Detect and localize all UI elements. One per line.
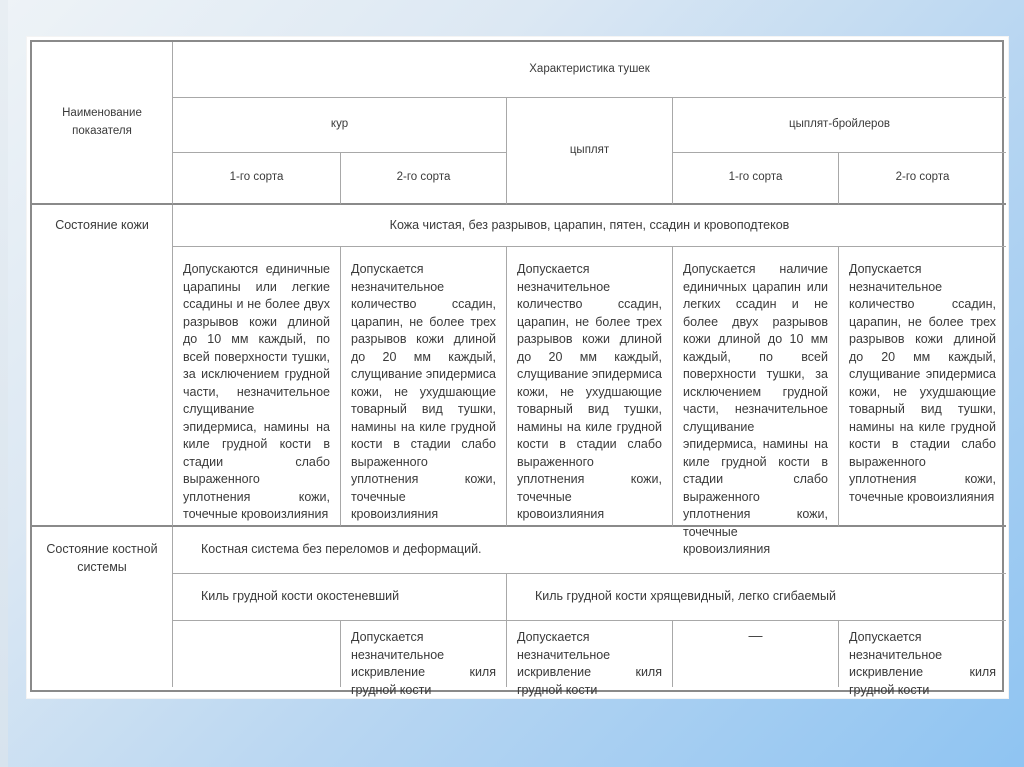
skin-common-requirement: Кожа чистая, без разрывов, царапин, пятен, ссадин и кровоподтеков xyxy=(173,205,1006,247)
broilers-grade2-header: 2-го сорта xyxy=(839,153,1006,205)
skin-young-chickens: Допускается незначительное количество ссадин, царапин, не более трех разрывов кожи длиной до 20 мм каждый, слущивание эпидермиса кожи, не ухудшающие товарный вид тушки, намины на киле грудной кости в стадии слабо выраженного уплотнения кожи, точечные кровоизлияния xyxy=(507,247,673,527)
bones-broilers-grade2: Допускается незначительное искривление киля грудной кости xyxy=(849,630,996,697)
bones-common-requirement: Костная система без переломов и деформаций. xyxy=(173,527,1006,574)
bone-condition-label: Состояние костной системы xyxy=(32,527,173,687)
skin-broilers-grade2: Допускается незначительное количество ссадин, царапин, не более трех разрывов кожи длиной до 20 мм каждый, слущивание эпидермиса кожи, не ухудшающие товарный вид тушки, намины на киле грудной кости в стадии слабо выраженного уплотнения кожи, точечные кровоизлияния xyxy=(839,247,1006,527)
skin-broilers-grade1: Допускается наличие единичных царапин или легких ссадин и не более двух разрывов кожи длиной до 10 мм каждый, по всей поверхности тушки, за исключением грудной части, незначительное слущивание эпидермиса, намины на киле грудной кости в стадии слабо выраженного уплотнения кожи, точечные кровоизлияния xyxy=(673,247,839,527)
bones-chickens-grade1 xyxy=(173,621,341,687)
chickens-header: кур xyxy=(173,98,507,153)
skin-chickens-grade1: Допускаются единичные царапины или легкие ссадины и не более двух разрывов кожи длиной до 10 мм каждый, по всей поверхности тушки, за исключением грудной части, незначительное слущивание эпидермиса, намины на киле грудной кости в стадии слабо выраженного уплотнения кожи, точечные кровоизлияния xyxy=(173,247,341,527)
keel-cartilage: Киль грудной кости хрящевидный, легко сгибаемый xyxy=(507,574,1006,621)
young-chickens-header: цыплят xyxy=(507,98,673,205)
chickens-grade1-header: 1-го сорта xyxy=(173,153,341,205)
indicator-name-header: Наименование показателя xyxy=(32,42,173,205)
keel-ossified: Киль грудной кости окостеневший xyxy=(173,574,507,621)
chickens-grade2-header: 2-го сорта xyxy=(341,153,507,205)
slide-left-strip xyxy=(0,0,8,767)
bones-chickens-grade2: Допускается незначительное искривление киля грудной кости xyxy=(341,621,507,687)
broilers-header: цыплят-бройлеров xyxy=(673,98,1006,153)
bones-young-chickens: Допускается незначительное искривление киля грудной кости xyxy=(507,621,673,687)
bones-broilers-grade1: — xyxy=(673,621,839,687)
broilers-grade1-header: 1-го сорта xyxy=(673,153,839,205)
skin-chickens-grade2: Допускается незначительное количество ссадин, царапин, не более трех разрывов кожи длиной до 20 мм каждый, слущивание эпидермиса кожи, не ухудшающие товарный вид тушки, намины на киле грудной кости в стадии слабо выраженного уплотнения кожи, точечные кровоизлияния xyxy=(341,247,507,527)
carcass-characteristics-table xyxy=(30,40,1004,697)
skin-condition-label: Состояние кожи xyxy=(32,205,173,527)
carcass-characteristic-header: Характеристика тушек xyxy=(173,42,1006,98)
